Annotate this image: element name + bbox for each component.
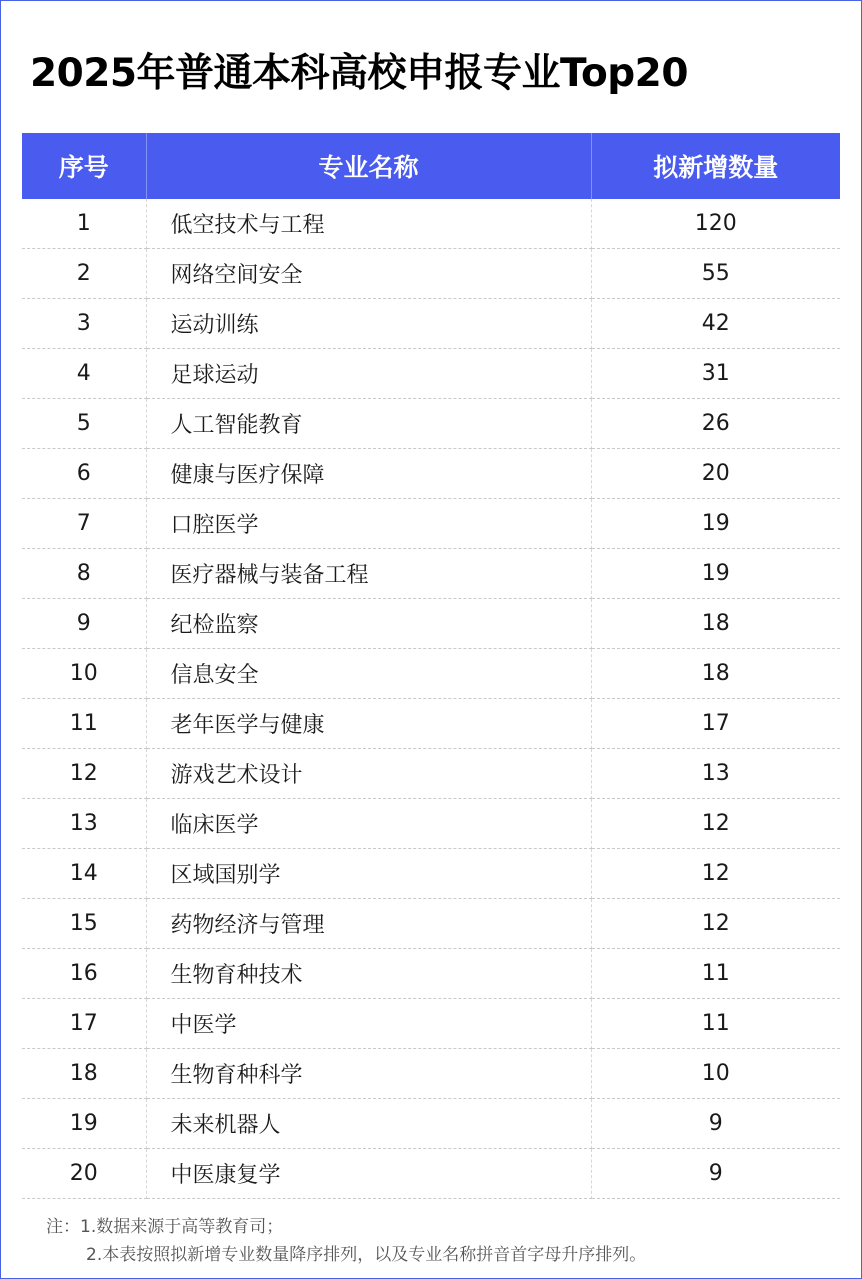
major-name-cell: 未来机器人 <box>146 1099 591 1149</box>
major-name-cell: 口腔医学 <box>146 499 591 549</box>
new-count-cell: 20 <box>591 449 840 499</box>
table-row <box>22 999 840 1049</box>
column-header-rank: 序号 <box>22 133 146 199</box>
new-count-cell: 9 <box>591 1149 840 1199</box>
footnote <box>46 1213 646 1269</box>
table-row <box>22 749 840 799</box>
major-name-cell: 老年医学与健康 <box>146 699 591 749</box>
new-count-cell: 17 <box>591 699 840 749</box>
new-count-cell: 12 <box>591 899 840 949</box>
table-row <box>22 1149 840 1199</box>
table-row <box>22 249 840 299</box>
rank-cell: 11 <box>22 699 146 749</box>
new-count-cell: 19 <box>591 549 840 599</box>
table-row <box>22 449 840 499</box>
new-count-cell: 11 <box>591 949 840 999</box>
rank-cell: 4 <box>22 349 146 399</box>
major-name-cell: 纪检监察 <box>146 599 591 649</box>
rank-cell: 12 <box>22 749 146 799</box>
rank-cell: 5 <box>22 399 146 449</box>
major-name-cell: 健康与医疗保障 <box>146 449 591 499</box>
rank-cell: 7 <box>22 499 146 549</box>
rank-cell: 8 <box>22 549 146 599</box>
table-row <box>22 1049 840 1099</box>
table-row <box>22 299 840 349</box>
major-name-cell: 低空技术与工程 <box>146 199 591 249</box>
table-row <box>22 599 840 649</box>
rank-cell: 3 <box>22 299 146 349</box>
rank-cell: 15 <box>22 899 146 949</box>
table-row <box>22 799 840 849</box>
major-name-cell: 生物育种技术 <box>146 949 591 999</box>
table-row <box>22 1099 840 1149</box>
rank-cell: 13 <box>22 799 146 849</box>
major-name-cell: 运动训练 <box>146 299 591 349</box>
table-row <box>22 199 840 249</box>
new-count-cell: 18 <box>591 649 840 699</box>
major-name-cell: 人工智能教育 <box>146 399 591 449</box>
new-count-cell: 55 <box>591 249 840 299</box>
major-name-cell: 临床医学 <box>146 799 591 849</box>
major-name-cell: 游戏艺术设计 <box>146 749 591 799</box>
column-header-new-count: 拟新增数量 <box>591 133 840 199</box>
new-count-cell: 12 <box>591 799 840 849</box>
major-name-cell: 药物经济与管理 <box>146 899 591 949</box>
new-count-cell: 31 <box>591 349 840 399</box>
rank-cell: 14 <box>22 849 146 899</box>
table-body <box>22 199 840 1199</box>
major-name-cell: 足球运动 <box>146 349 591 399</box>
major-name-cell: 生物育种科学 <box>146 1049 591 1099</box>
major-name-cell: 医疗器械与装备工程 <box>146 549 591 599</box>
new-count-cell: 19 <box>591 499 840 549</box>
major-name-cell: 中医学 <box>146 999 591 1049</box>
rank-cell: 9 <box>22 599 146 649</box>
table-row <box>22 349 840 399</box>
new-count-cell: 12 <box>591 849 840 899</box>
new-count-cell: 10 <box>591 1049 840 1099</box>
table-row <box>22 499 840 549</box>
table-row <box>22 649 840 699</box>
new-count-cell: 11 <box>591 999 840 1049</box>
column-header-major-name: 专业名称 <box>146 133 591 199</box>
majors-table <box>22 133 840 1199</box>
rank-cell: 2 <box>22 249 146 299</box>
table-row <box>22 549 840 599</box>
rank-cell: 1 <box>22 199 146 249</box>
major-name-cell: 信息安全 <box>146 649 591 699</box>
rank-cell: 20 <box>22 1149 146 1199</box>
page-title: 2025年普通本科高校申报专业Top20 <box>30 51 688 96</box>
rank-cell: 10 <box>22 649 146 699</box>
rank-cell: 6 <box>22 449 146 499</box>
footnote-line-2: 2.本表按照拟新增专业数量降序排列，以及专业名称拼音首字母升序排列。 <box>86 1245 647 1265</box>
table-row <box>22 699 840 749</box>
new-count-cell: 18 <box>591 599 840 649</box>
new-count-cell: 13 <box>591 749 840 799</box>
table-row <box>22 899 840 949</box>
rank-cell: 16 <box>22 949 146 999</box>
major-name-cell: 区域国别学 <box>146 849 591 899</box>
table-row <box>22 849 840 899</box>
new-count-cell: 26 <box>591 399 840 449</box>
rank-cell: 18 <box>22 1049 146 1099</box>
rank-cell: 17 <box>22 999 146 1049</box>
major-name-cell: 中医康复学 <box>146 1149 591 1199</box>
footnote-line-1: 注：1.数据来源于高等教育司； <box>46 1217 284 1237</box>
table-row <box>22 949 840 999</box>
major-name-cell: 网络空间安全 <box>146 249 591 299</box>
table-header-row <box>22 133 840 199</box>
new-count-cell: 9 <box>591 1099 840 1149</box>
table-row <box>22 399 840 449</box>
new-count-cell: 120 <box>591 199 840 249</box>
new-count-cell: 42 <box>591 299 840 349</box>
rank-cell: 19 <box>22 1099 146 1149</box>
